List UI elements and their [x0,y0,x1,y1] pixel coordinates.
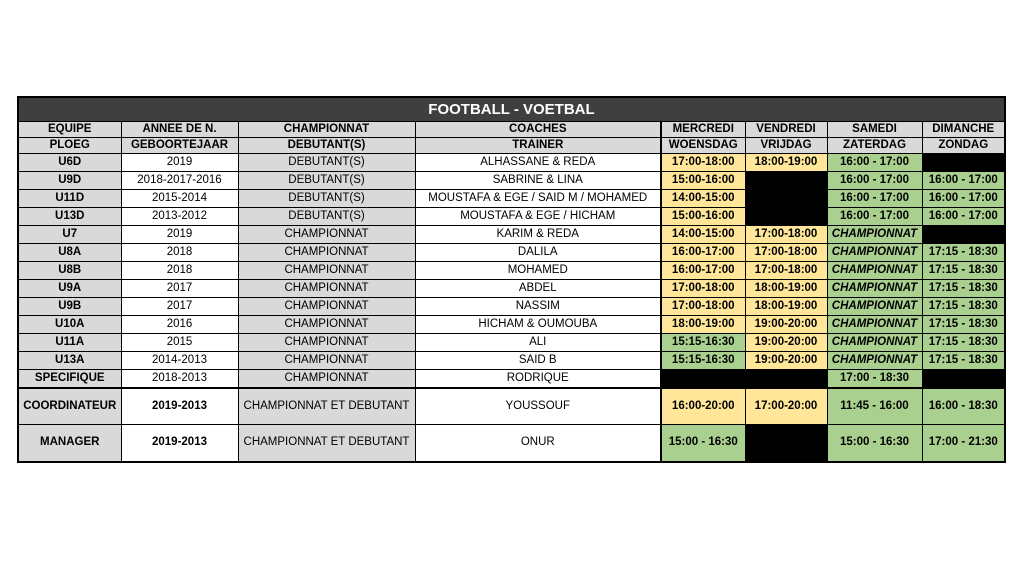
sat-slot: 15:00 - 16:30 [827,425,922,462]
team-cell: U8A [18,244,121,262]
level-cell: CHAMPIONNAT ET DEBUTANT [238,388,415,425]
wed-slot: 14:00-15:00 [661,190,745,208]
year-cell: 2017 [121,280,238,298]
sat-slot: 11:45 - 16:00 [827,388,922,425]
year-cell: 2018 [121,262,238,280]
fri-slot [745,370,827,388]
wed-slot: 15:15-16:30 [661,334,745,352]
level-cell: CHAMPIONNAT [238,244,415,262]
level-cell: CHAMPIONNAT [238,352,415,370]
level-cell: CHAMPIONNAT [238,370,415,388]
fri-slot: 18:00-19:00 [745,280,827,298]
sun-slot: 17:15 - 18:30 [922,262,1005,280]
team-cell: MANAGER [18,425,121,462]
wed-slot: 17:00-18:00 [661,154,745,172]
header-dimanche: DIMANCHE [922,122,1005,138]
coach-cell: MOUSTAFA & EGE / SAID M / MOHAMED [415,190,661,208]
team-cell: SPECIFIQUE [18,370,121,388]
sat-slot: 16:00 - 17:00 [827,172,922,190]
level-cell: CHAMPIONNAT [238,262,415,280]
year-cell: 2018-2013 [121,370,238,388]
level-cell: CHAMPIONNAT [238,334,415,352]
level-cell: DEBUTANT(S) [238,154,415,172]
sat-slot: CHAMPIONNAT [827,352,922,370]
sun-slot [922,370,1005,388]
sat-slot: 16:00 - 17:00 [827,190,922,208]
header-equipe: EQUIPE [18,122,121,138]
fri-slot: 17:00-18:00 [745,262,827,280]
year-cell: 2013-2012 [121,208,238,226]
fri-slot: 17:00-18:00 [745,244,827,262]
year-cell: 2015-2014 [121,190,238,208]
sat-slot: 16:00 - 17:00 [827,154,922,172]
coach-cell: ABDEL [415,280,661,298]
header-mercredi: MERCREDI [661,122,745,138]
wed-slot: 17:00-18:00 [661,298,745,316]
sun-slot: 16:00 - 17:00 [922,208,1005,226]
team-cell: U11D [18,190,121,208]
fri-slot [745,172,827,190]
wed-slot: 17:00-18:00 [661,280,745,298]
team-cell: U9A [18,280,121,298]
sun-slot: 16:00 - 17:00 [922,190,1005,208]
wed-slot: 16:00-20:00 [661,388,745,425]
team-cell: COORDINATEUR [18,388,121,425]
table-title: FOOTBALL - VOETBAL [18,97,1005,122]
year-cell: 2016 [121,316,238,334]
fri-slot: 17:00-20:00 [745,388,827,425]
fri-slot [745,190,827,208]
level-cell: CHAMPIONNAT [238,280,415,298]
header-championnat: CHAMPIONNAT [238,122,415,138]
fri-slot: 19:00-20:00 [745,334,827,352]
level-cell: DEBUTANT(S) [238,172,415,190]
wed-slot: 18:00-19:00 [661,316,745,334]
coach-cell: ALHASSANE & REDA [415,154,661,172]
coach-cell: RODRIQUE [415,370,661,388]
sun-slot: 17:15 - 18:30 [922,316,1005,334]
wed-slot: 16:00-17:00 [661,244,745,262]
fri-slot [745,208,827,226]
wed-slot [661,370,745,388]
wed-slot: 15:15-16:30 [661,352,745,370]
level-cell: CHAMPIONNAT ET DEBUTANT [238,425,415,462]
fri-slot: 18:00-19:00 [745,154,827,172]
team-cell: U13D [18,208,121,226]
level-cell: CHAMPIONNAT [238,226,415,244]
fri-slot: 19:00-20:00 [745,316,827,334]
wed-slot: 15:00-16:00 [661,172,745,190]
sun-slot: 16:00 - 17:00 [922,172,1005,190]
year-cell: 2019 [121,226,238,244]
year-cell: 2018-2017-2016 [121,172,238,190]
coach-cell: NASSIM [415,298,661,316]
schedule-table [17,96,1006,463]
header-debutants: DEBUTANT(S) [238,138,415,154]
sat-slot: CHAMPIONNAT [827,280,922,298]
sat-slot: CHAMPIONNAT [827,298,922,316]
team-cell: U8B [18,262,121,280]
year-cell: 2019-2013 [121,425,238,462]
header-vendredi: VENDREDI [745,122,827,138]
level-cell: CHAMPIONNAT [238,316,415,334]
wed-slot: 15:00-16:00 [661,208,745,226]
sun-slot: 17:15 - 18:30 [922,334,1005,352]
sat-slot: CHAMPIONNAT [827,244,922,262]
sun-slot: 16:00 - 18:30 [922,388,1005,425]
team-cell: U7 [18,226,121,244]
fri-slot: 19:00-20:00 [745,352,827,370]
coach-cell: SABRINE & LINA [415,172,661,190]
header-zondag: ZONDAG [922,138,1005,154]
team-cell: U11A [18,334,121,352]
sun-slot [922,154,1005,172]
fri-slot [745,425,827,462]
wed-slot: 15:00 - 16:30 [661,425,745,462]
coach-cell: MOHAMED [415,262,661,280]
sun-slot: 17:15 - 18:30 [922,244,1005,262]
year-cell: 2014-2013 [121,352,238,370]
sat-slot: CHAMPIONNAT [827,226,922,244]
sat-slot: CHAMPIONNAT [827,316,922,334]
header-trainer: TRAINER [415,138,661,154]
header-geboortejaar: GEBOORTEJAAR [121,138,238,154]
level-cell: DEBUTANT(S) [238,208,415,226]
coach-cell: ONUR [415,425,661,462]
header-zaterdag: ZATERDAG [827,138,922,154]
coach-cell: MOUSTAFA & EGE / HICHAM [415,208,661,226]
coach-cell: HICHAM & OUMOUBA [415,316,661,334]
team-cell: U9B [18,298,121,316]
year-cell: 2019 [121,154,238,172]
sun-slot: 17:15 - 18:30 [922,280,1005,298]
coach-cell: SAID B [415,352,661,370]
coach-cell: ALI [415,334,661,352]
team-cell: U13A [18,352,121,370]
header-samedi: SAMEDI [827,122,922,138]
header-ploeg: PLOEG [18,138,121,154]
header-annee: ANNEE DE N. [121,122,238,138]
sat-slot: CHAMPIONNAT [827,262,922,280]
coach-cell: KARIM & REDA [415,226,661,244]
sun-slot: 17:15 - 18:30 [922,298,1005,316]
year-cell: 2017 [121,298,238,316]
coach-cell: YOUSSOUF [415,388,661,425]
sat-slot: 16:00 - 17:00 [827,208,922,226]
sun-slot: 17:00 - 21:30 [922,425,1005,462]
team-cell: U10A [18,316,121,334]
fri-slot: 18:00-19:00 [745,298,827,316]
sun-slot: 17:15 - 18:30 [922,352,1005,370]
fri-slot: 17:00-18:00 [745,226,827,244]
year-cell: 2019-2013 [121,388,238,425]
sat-slot: CHAMPIONNAT [827,334,922,352]
year-cell: 2015 [121,334,238,352]
header-coaches: COACHES [415,122,661,138]
coach-cell: DALILA [415,244,661,262]
level-cell: DEBUTANT(S) [238,190,415,208]
wed-slot: 14:00-15:00 [661,226,745,244]
header-vrijdag: VRIJDAG [745,138,827,154]
sat-slot: 17:00 - 18:30 [827,370,922,388]
header-woensdag: WOENSDAG [661,138,745,154]
team-cell: U9D [18,172,121,190]
team-cell: U6D [18,154,121,172]
wed-slot: 16:00-17:00 [661,262,745,280]
year-cell: 2018 [121,244,238,262]
level-cell: CHAMPIONNAT [238,298,415,316]
sun-slot [922,226,1005,244]
